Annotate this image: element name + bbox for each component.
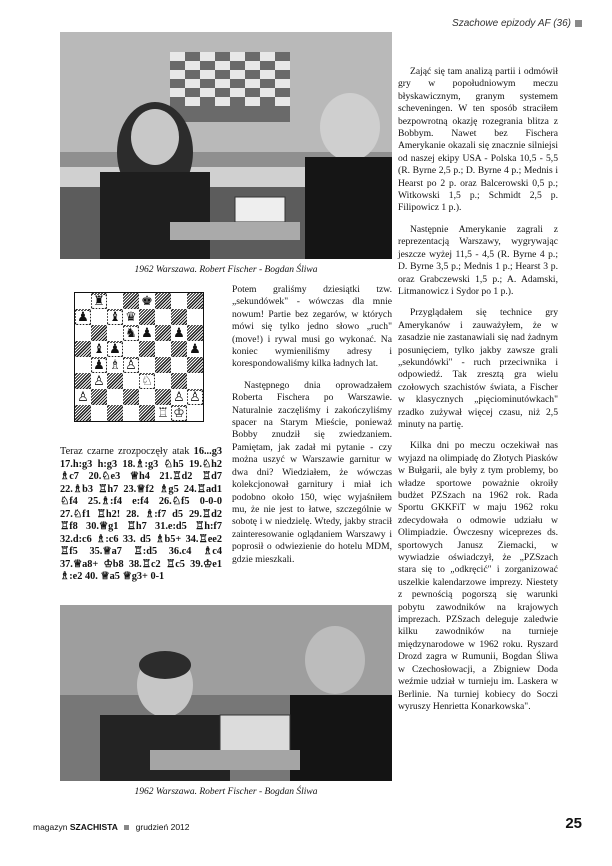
board-square xyxy=(123,357,139,373)
moves-text: 16...g3 17.h:g3 h:g3 18.♗:g3 ♘h5 19.♘h2 ♗c7 20.♘e3 ♕h4 21.♖d2 ♖d7 22.♗b3 ♖h7 23.♕f2 ♗g5 24.♖ad1 ♘f4 25.♗:f4 e:f4 26.♘f5 0-0-0 27.♘f1 ♖h2! 28. ♗:f7 d5 29.♖d2 ♖f8 30.♕g1 ♖h7 31.e:d5 ♖h:f7 32.d:c6 ♗:c6 33. d5 ♗b5+ 34.♖ee2 ♖f5 35.♕a7 ♖:d5 36.c4 ♗c4 37.♕a8+ ♔b8 38.♖c2 ♖c5 39.♔e1 ♗:e2 40. ♕a5 ♕g3+ 0-1 xyxy=(60,446,222,582)
board-square xyxy=(75,357,91,373)
chess-piece: ♗ xyxy=(109,357,121,373)
footer-magazine xyxy=(33,822,190,832)
running-header xyxy=(452,18,582,29)
board-square xyxy=(155,357,171,373)
board-square xyxy=(123,325,139,341)
right-paragraph-3: Przyglądałem się technice gry Amerykanów i zauważyłem, że w zasadzie nie zastanawiali się nad żadnym posunięciem, tylko jakby zawsze grali „sekundówki" - ruch przeciwnika i odpowiedź. Tak zresztą gra wielu czołowych szachistów świata, a Fischer w klasycznych „pięciominutówkach" rzadko zużywał więcej czasu, niż 2,5 minuty na partię. xyxy=(398,307,558,430)
mid-paragraph-1: Potem graliśmy dziesiątki tzw. „sekundówek" - wówczas dla mnie nowum! Partie bez zegarów, w których mówi się tylko jedno słowo „ruch" (move!) i rywal musi go wykonać. Na koniec wymieniliśmy adresy i korespondowaliśmy kilka ładnych lat. xyxy=(232,284,392,370)
chess-piece: ♘ xyxy=(141,373,153,389)
board-square xyxy=(187,389,203,405)
board-square xyxy=(75,373,91,389)
board-square xyxy=(91,293,107,309)
photo-top-image xyxy=(60,32,392,259)
board-square xyxy=(155,341,171,357)
board-square xyxy=(123,309,139,325)
board-square xyxy=(187,309,203,325)
middle-column xyxy=(232,284,392,575)
board-square xyxy=(91,357,107,373)
board-square xyxy=(75,309,91,325)
footer-magazine-name: SZACHISTA xyxy=(69,822,118,832)
chess-piece: ♛ xyxy=(125,309,137,325)
chess-piece: ♚ xyxy=(141,293,153,309)
board-square xyxy=(139,357,155,373)
board-square xyxy=(155,309,171,325)
chess-piece: ♟ xyxy=(189,341,201,357)
board-square xyxy=(155,293,171,309)
chess-piece: ♖ xyxy=(157,405,169,421)
chess-piece: ♟ xyxy=(109,341,121,357)
chess-piece: ♔ xyxy=(173,405,185,421)
running-title: Szachowe epizody AF (36) xyxy=(452,18,571,29)
board-square xyxy=(139,405,155,421)
board-square xyxy=(107,309,123,325)
chess-piece: ♙ xyxy=(125,357,137,373)
board-square xyxy=(107,325,123,341)
board-square xyxy=(155,373,171,389)
header-square-icon xyxy=(575,20,582,27)
board-square xyxy=(171,405,187,421)
chess-diagram xyxy=(74,292,204,422)
board-square xyxy=(187,341,203,357)
board-square xyxy=(155,389,171,405)
chess-piece: ♝ xyxy=(109,309,121,325)
board-square xyxy=(91,325,107,341)
chess-piece: ♟ xyxy=(173,325,185,341)
board-square xyxy=(91,341,107,357)
board-square xyxy=(75,405,91,421)
photo-credit: Fot. Stefan Wroński xyxy=(400,158,409,214)
board-square xyxy=(155,325,171,341)
board-square xyxy=(171,309,187,325)
board-square xyxy=(139,325,155,341)
right-paragraph-4: Kilka dni po meczu oczekiwał nas wyjazd na olimpiadę do Złotych Piasków w Bułgarii, ale były z tym problemy, bo władze sportowe poważnie okroiły budżet PZSzach na 1962 rok. Rada Sportu GKKFiT w maju 1962 roku zdecydowała o odmowie udziału w Olimpiadzie. Ówczesny wiceprezes ds. sportowych Janusz Ziemacki, w wywiadzie oświadczył, że „PZSzach stara się to „odkręcić" i zorganizować uszelkie kalendarzowe imprezy. Niestety z pewnością pogorszą się warunki pobytu zawodników na krajowych imprezach. PZSzach deleguje zaledwie kilku zawodników na turnieje międzynarodowe w 1962 roku. Ryszard Drozd zagra w Rumunii, Bogdan Śliwa w Czechosłowacji, a Zbigniew Doda weźmie udział w turnieju im. Laskera w Berlinie. Na turniej kobiecy do Soczi wyruszy Henrietta Konarkowska". xyxy=(398,440,558,712)
mid-paragraph-2: Następnego dnia oprowadzałem Roberta Fischera po Warszawie. Naturalnie zaczęliśmy i zakończyliśmy spacer na Starym Mieście, ponieważ Bobby znudził się zwiedzaniem. Pamiętam, jak zadał mi pytanie - czy można uszyć w Warszawie garnitur w dwa dni? Wiedziałem, że wówczas kolekcjonował garnitury i miał ich podobno około 150, więc wyjaśniłem mu, że nie jest to łatwe, szczególnie w sobotę i w niedzielę. Wtedy, jakby stracił zainteresowanie oglądaniem Warszawy i poprosił o odwiezienie do hotelu MDM, gdzie mieszkali. xyxy=(232,379,392,565)
board-square xyxy=(171,373,187,389)
board-square xyxy=(75,325,91,341)
footer-issue: grudzień 2012 xyxy=(135,822,190,832)
board-square xyxy=(91,405,107,421)
chess-piece: ♟ xyxy=(141,325,153,341)
chess-piece: ♙ xyxy=(77,389,89,405)
game-moves xyxy=(60,446,222,584)
board-square xyxy=(187,293,203,309)
board-square xyxy=(139,293,155,309)
board-square xyxy=(187,357,203,373)
board-square xyxy=(91,309,107,325)
board-square xyxy=(187,325,203,341)
board-square xyxy=(139,389,155,405)
board-square xyxy=(107,373,123,389)
board-square xyxy=(123,293,139,309)
board-square xyxy=(123,373,139,389)
footer-separator-icon xyxy=(124,825,129,830)
footer-prefix: magazyn xyxy=(33,822,68,832)
board-square xyxy=(123,405,139,421)
chess-piece: ♙ xyxy=(173,389,185,405)
board-square xyxy=(75,389,91,405)
board-square xyxy=(107,405,123,421)
chess-piece: ♜ xyxy=(93,293,105,309)
board-square xyxy=(123,341,139,357)
chess-piece: ♝ xyxy=(93,341,105,357)
board-square xyxy=(171,357,187,373)
board-square xyxy=(91,389,107,405)
chess-piece: ♟ xyxy=(77,309,89,325)
moves-lead: Teraz czarne zrozpoczęły atak xyxy=(60,446,190,457)
board-square xyxy=(171,293,187,309)
board-square xyxy=(107,293,123,309)
board-square xyxy=(107,341,123,357)
right-paragraph-2: Następnie Amerykanie zagrali z reprezentacją Warszawy, wygrywając jeszcze wyżej 11,5 - 4,5 (R. Byrne 4 p.; D. Byrne 3,5 p.; Mednis 1 p.; Hearst 3 p. oraz Grabczewski 1,5 p.; A. Adamski, Litmanowicz i Sydor po 1 p.). xyxy=(398,223,558,297)
board-square xyxy=(75,341,91,357)
board-square xyxy=(139,341,155,357)
photo-bottom-image xyxy=(60,605,392,781)
chess-piece: ♙ xyxy=(93,373,105,389)
top-photo xyxy=(60,32,409,259)
chess-piece: ♟ xyxy=(93,357,105,373)
board-square xyxy=(187,405,203,421)
board-square xyxy=(171,341,187,357)
right-column xyxy=(398,66,558,722)
page-number: 25 xyxy=(565,815,582,832)
right-paragraph-1: Zająć się tam analizą partii i odmówił gry w popołudniowym meczu błyskawicznym, granym systemem scheveningen. W ten sposób straciłem bezpowrotną okazję rozegrania blitza z Bobbym. Nawet bez Fischera Amerykanie okazali się znacznie silniejsi od naszej ekipy USA - Polska 10,5 - 5,5 (R. Byrne 2,5 p.; D. Byrne 4 p.; Mednis i Hearst po 2 p. oraz Balcerowski 0,5 p.; Witkowski 1,5 p.; Schmidt 2,5 p. Filipowicz 1 p.). xyxy=(398,66,558,214)
board-square xyxy=(139,373,155,389)
bottom-photo xyxy=(60,605,392,781)
board-square xyxy=(91,373,107,389)
board-square xyxy=(171,325,187,341)
board-square xyxy=(107,357,123,373)
top-photo-caption: 1962 Warszawa. Robert Fischer - Bogdan Śliwa xyxy=(134,265,318,275)
bottom-photo-caption: 1962 Warszawa. Robert Fischer - Bogdan Śliwa xyxy=(134,787,318,797)
board-square xyxy=(75,293,91,309)
board-square xyxy=(155,405,171,421)
board-square xyxy=(123,389,139,405)
chess-piece: ♞ xyxy=(125,325,137,341)
board-square xyxy=(171,389,187,405)
board-square xyxy=(139,309,155,325)
board-square xyxy=(107,389,123,405)
board-square xyxy=(187,373,203,389)
chess-piece: ♙ xyxy=(189,389,201,405)
